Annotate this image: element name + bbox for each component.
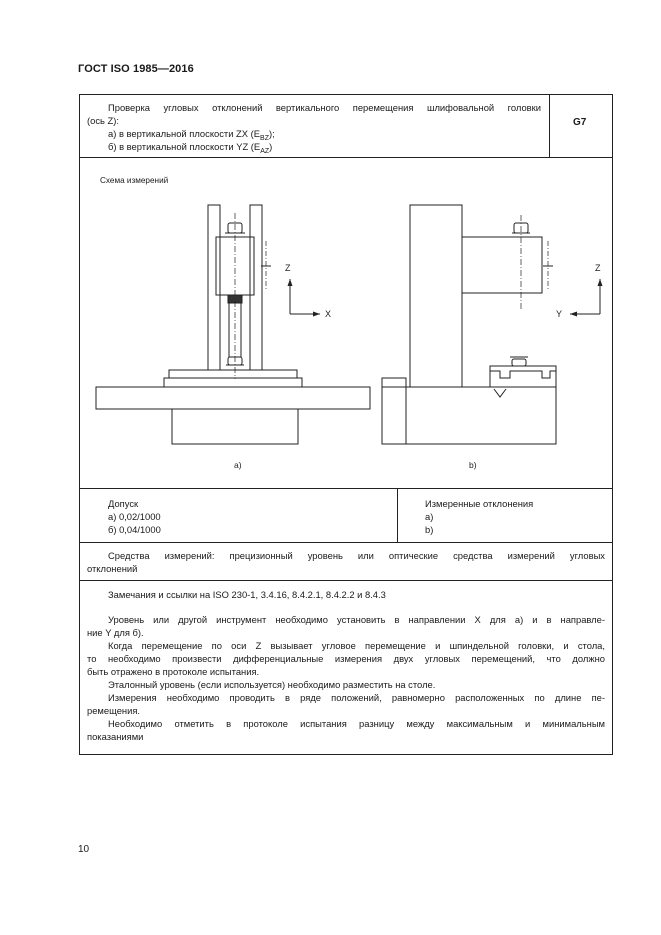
check-item-a: а) в вертикальной плоскости ZX $(E_{BZ})$; bbox=[108, 128, 275, 142]
tolerance-a: а) 0,02/1000 bbox=[108, 511, 161, 522]
document-standard-header: ГОСТ ISO 1985—2016 bbox=[78, 63, 194, 75]
notes-p5-line2: показаниями bbox=[87, 731, 144, 742]
machine-side-view bbox=[382, 205, 556, 444]
row-divider bbox=[80, 488, 612, 489]
row-divider bbox=[80, 580, 612, 581]
page-number: 10 bbox=[78, 844, 90, 855]
diagram-label-a: a) bbox=[234, 460, 242, 470]
measured-heading: Измеренные отклонения bbox=[425, 498, 534, 509]
axis-z-label-b: Z bbox=[595, 263, 601, 273]
column-divider bbox=[397, 488, 398, 542]
diagram-caption: Схема измерений bbox=[100, 176, 169, 185]
notes-title: Замечания и ссылки на ISO 230-1, 3.4.16, 8.4.2.1, 8.4.2.2 и 8.4.3 bbox=[108, 589, 386, 600]
tolerance-heading: Допуск bbox=[108, 498, 139, 509]
instruments-line2: отклонений bbox=[87, 563, 138, 574]
notes-p2-line2: то необходимо произвести дифференциальные измерения двух угловых перемещений, что должно bbox=[87, 653, 605, 664]
notes-p2-line3: быть отражено в протоколе испытания. bbox=[87, 666, 260, 677]
notes-p5-line1: Необходимо отметить в протоколе испытания разницу между максимальным и минимальным bbox=[108, 718, 605, 729]
axes-yz bbox=[570, 279, 600, 314]
notes-p1-line2: ние Y для б). bbox=[87, 627, 144, 638]
axis-z-label-a: Z bbox=[285, 263, 291, 273]
measurement-diagram bbox=[80, 95, 612, 487]
axes-zx bbox=[290, 279, 320, 314]
axis-x-label: X bbox=[325, 309, 332, 319]
machine-front-view bbox=[96, 205, 370, 444]
notes-p3: Эталонный уровень (если используется) необходимо разместить на столе. bbox=[108, 679, 436, 690]
notes-p4-line2: ремещения. bbox=[87, 705, 141, 716]
check-item-b: б) в вертикальной плоскости YZ $(E_{AZ})$ bbox=[108, 141, 273, 155]
check-title-line2: (ось Z): bbox=[87, 115, 119, 126]
row-divider bbox=[80, 542, 612, 543]
diagram-label-b: b) bbox=[469, 460, 477, 470]
tolerance-b: б) 0,04/1000 bbox=[108, 524, 161, 535]
check-code: G7 bbox=[573, 117, 587, 128]
check-table bbox=[79, 94, 613, 755]
notes-p1-line1: Уровень или другой инструмент необходимо установить в направлении X для а) и в направле- bbox=[108, 614, 605, 625]
measured-a: a) bbox=[425, 511, 434, 522]
axis-y-label: Y bbox=[556, 309, 563, 319]
instruments-line1: Средства измерений: прецизионный уровень или оптические средства измерений угловых bbox=[108, 550, 605, 561]
notes-p4-line1: Измерения необходимо проводить в ряде положений, равномерно расположенных по длине пе- bbox=[108, 692, 605, 703]
measured-b: b) bbox=[425, 524, 434, 535]
check-title-line1: Проверка угловых отклонений вертикального перемещения шлифовальной головки bbox=[108, 102, 541, 113]
notes-p2-line1: Когда перемещение по оси Z вызывает угловое перемещение и шпиндельной головки, и стола, bbox=[108, 640, 605, 651]
